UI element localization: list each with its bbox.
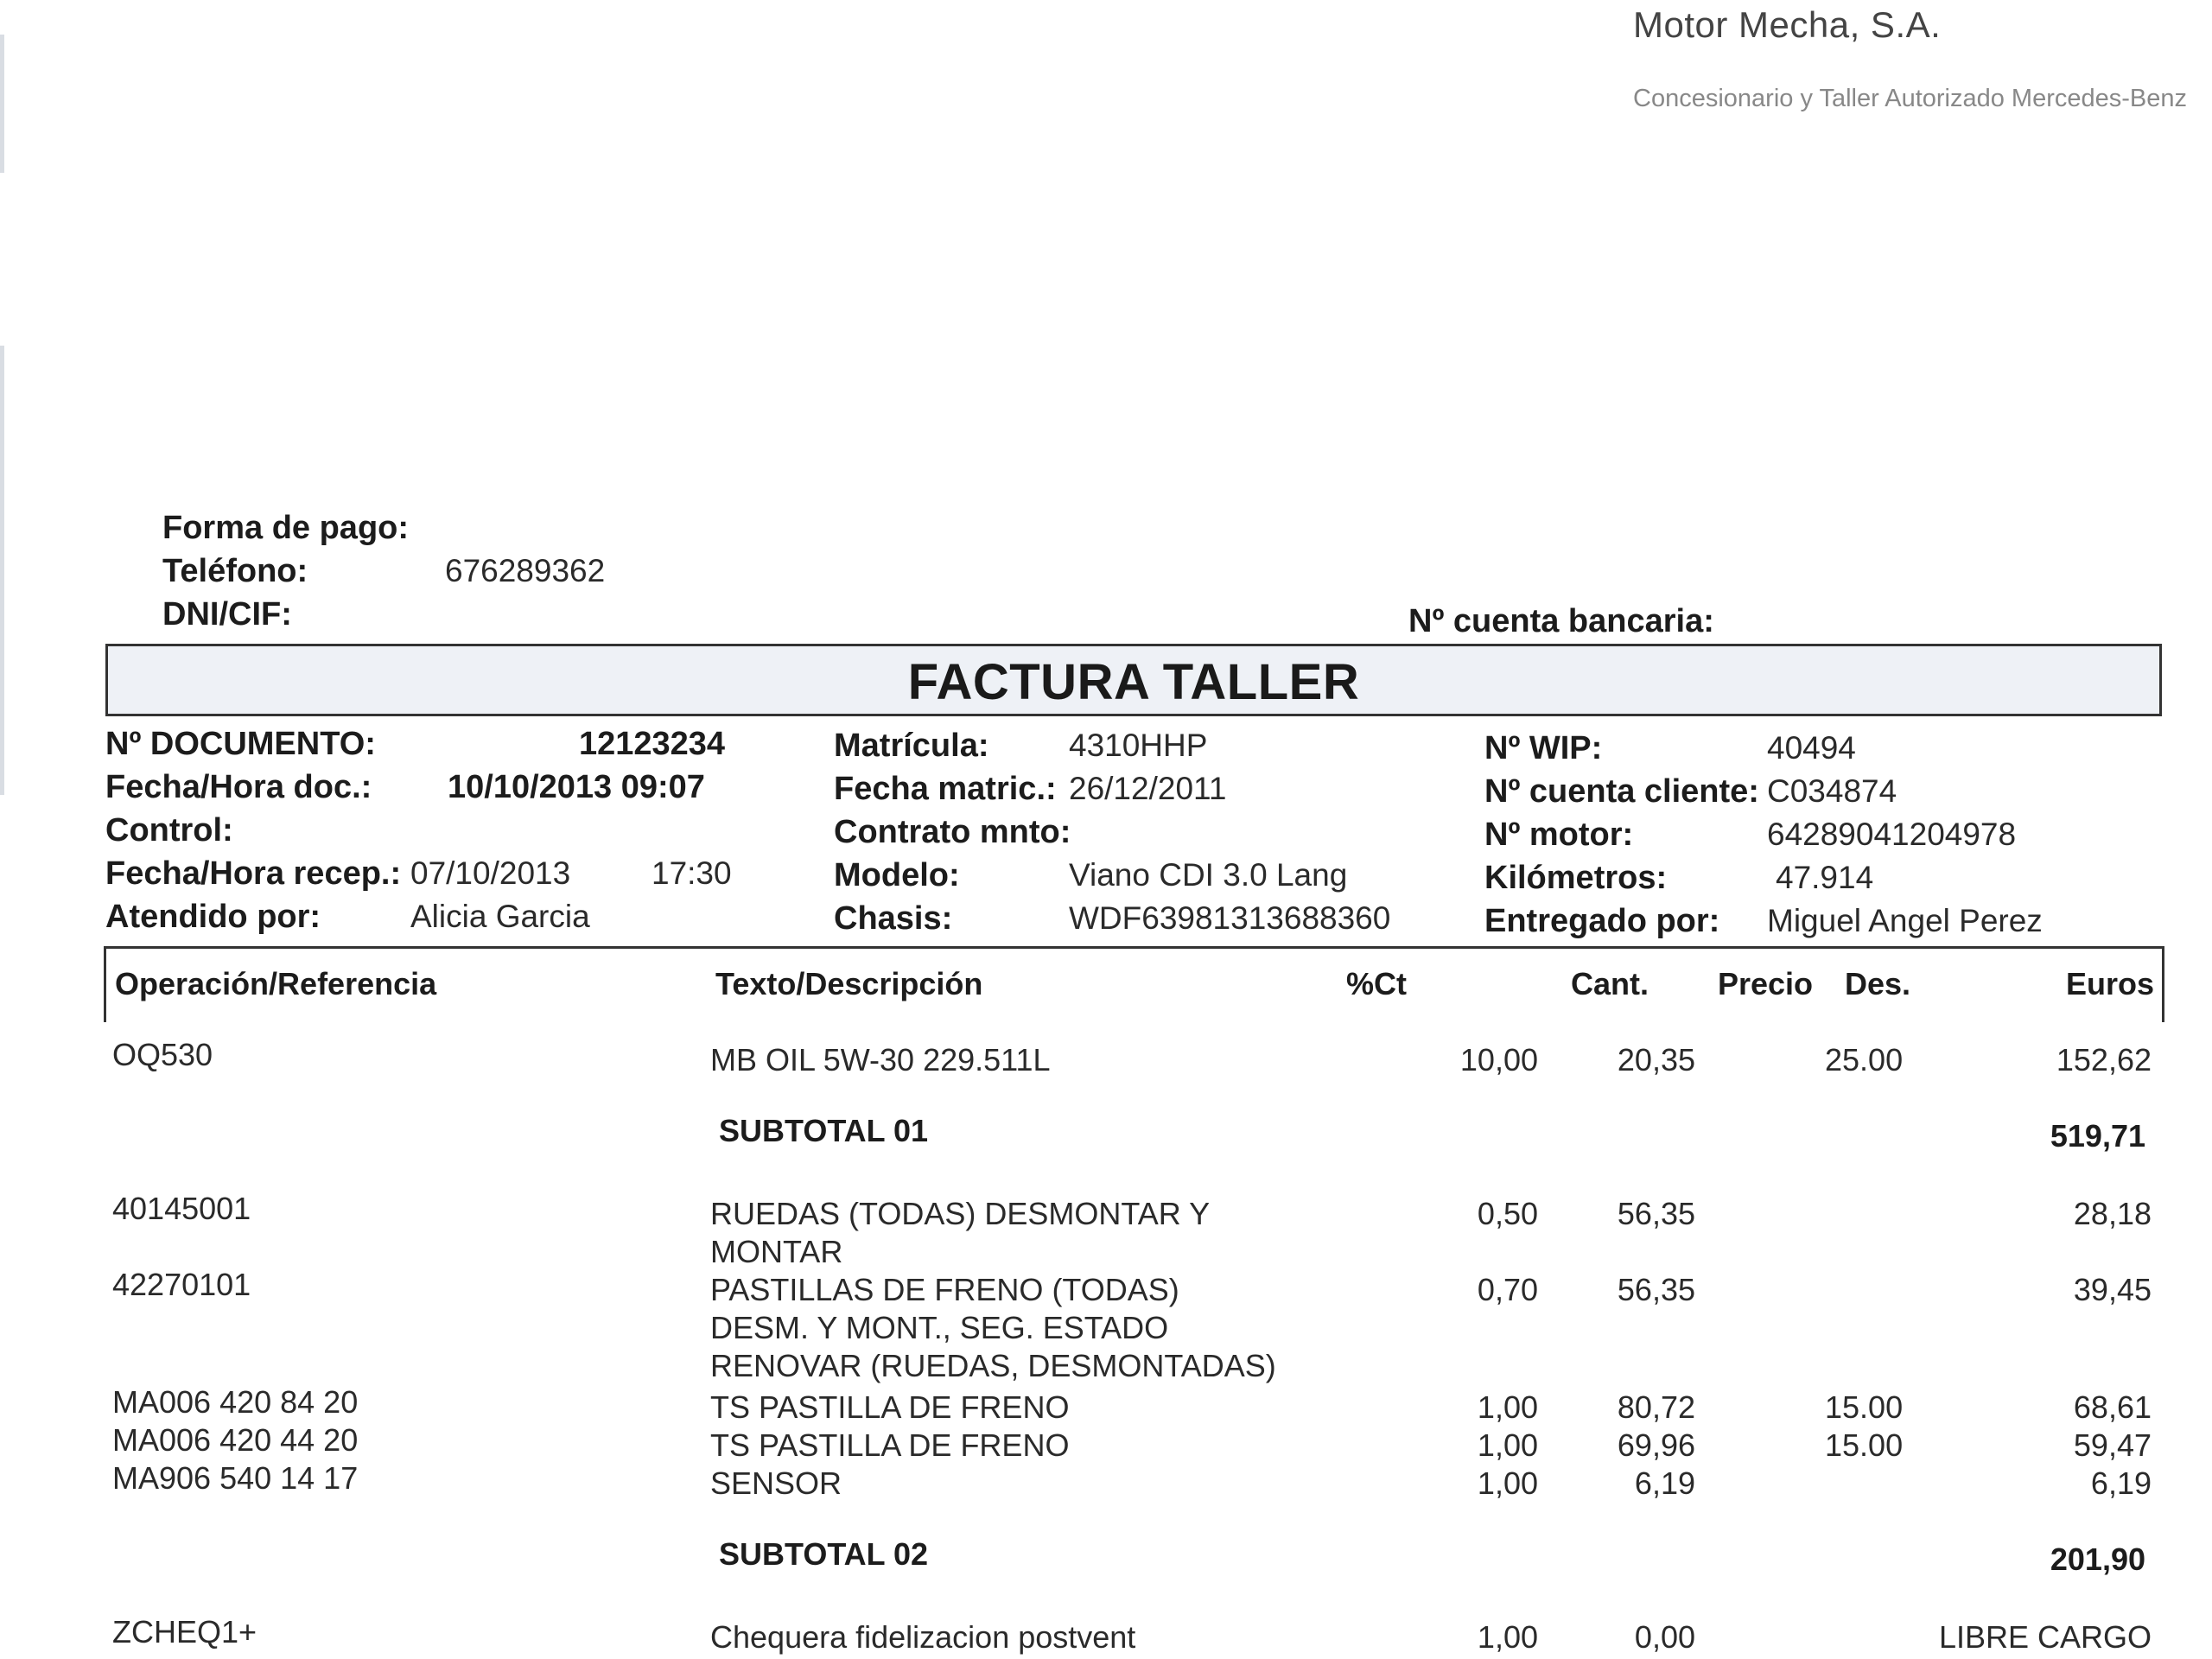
km-value: 47.914 [1776, 860, 1874, 895]
subtotal-value: 519,71 [2050, 1118, 2145, 1154]
row-precio: 56,35 [1617, 1272, 1695, 1307]
row-description: RUEDAS (TODAS) DESMONTAR Y [710, 1196, 1211, 1231]
row-description: TS PASTILLA DE FRENO [710, 1427, 1070, 1463]
cuenta-cliente-label: Nº cuenta cliente: [1484, 773, 1759, 810]
row-cant: 0,70 [1477, 1272, 1538, 1307]
col-euros: Euros [2065, 966, 2154, 1001]
table-header [104, 946, 2164, 1022]
subtotal-label: SUBTOTAL 02 [719, 1536, 929, 1572]
col-cant: Cant. [1571, 966, 1649, 1001]
cuenta-bancaria-label: Nº cuenta bancaria: [1408, 603, 1714, 639]
row-euros: 68,61 [2073, 1389, 2152, 1425]
row-precio: 6,19 [1634, 1465, 1695, 1501]
scan-edge-mark [0, 35, 4, 173]
km-label: Kilómetros: [1484, 860, 1668, 896]
cuenta-cliente-value: C034874 [1767, 773, 1897, 809]
fecha-matric-label: Fecha matric.: [834, 771, 1057, 807]
fecha-recep-date: 07/10/2013 [410, 855, 571, 891]
row-description: Chequera fidelizacion postvent [710, 1619, 1136, 1655]
row-des: 15.00 [1825, 1389, 1904, 1425]
invoice-title: FACTURA TALLER [907, 654, 1360, 710]
row-ref: MA006 420 44 20 [112, 1422, 359, 1458]
row-cant: 10,00 [1459, 1042, 1538, 1077]
motor-label: Nº motor: [1484, 817, 1634, 853]
row-precio: 69,96 [1617, 1427, 1695, 1463]
scan-edge-mark [0, 346, 4, 795]
entregado-label: Entregado por: [1484, 903, 1720, 939]
fecha-recep-time: 17:30 [652, 855, 732, 891]
motor-value: 64289041204978 [1767, 817, 2017, 852]
row-cant: 1,00 [1477, 1465, 1538, 1501]
row-precio: 80,72 [1617, 1389, 1695, 1425]
col-des: Des. [1845, 966, 1911, 1001]
modelo-label: Modelo: [834, 857, 960, 893]
modelo-value: Viano CDI 3.0 Lang [1069, 857, 1348, 893]
row-precio: 0,00 [1634, 1619, 1695, 1655]
matricula-label: Matrícula: [834, 728, 989, 764]
row-ref: MA006 420 84 20 [112, 1384, 359, 1420]
row-cant: 1,00 [1477, 1619, 1538, 1655]
row-ref: MA906 540 14 17 [112, 1460, 359, 1496]
row-description: TS PASTILLA DE FRENO [710, 1389, 1070, 1425]
row-des: 25.00 [1825, 1042, 1904, 1077]
row-precio: 56,35 [1617, 1196, 1695, 1231]
entregado-value: Miguel Angel Perez [1767, 903, 2043, 938]
row-cant: 0,50 [1477, 1196, 1538, 1231]
row-description: RENOVAR (RUEDAS, DESMONTADAS) [710, 1348, 1276, 1383]
row-euros: LIBRE CARGO [1938, 1619, 2152, 1655]
row-description: MB OIL 5W-30 229.511L [710, 1042, 1051, 1077]
row-precio: 20,35 [1617, 1042, 1695, 1077]
row-cant: 1,00 [1477, 1427, 1538, 1463]
control-label: Control: [105, 812, 233, 849]
row-euros: 39,45 [2073, 1272, 2152, 1307]
row-euros: 28,18 [2073, 1196, 2152, 1231]
row-description: SENSOR [710, 1465, 842, 1501]
wip-label: Nº WIP: [1484, 730, 1603, 766]
contrato-label: Contrato mnto: [834, 814, 1071, 850]
row-description: MONTAR [710, 1234, 843, 1269]
row-ref: 40145001 [112, 1191, 251, 1226]
company-name: Motor Mecha, S.A. [1633, 4, 1942, 45]
col-ct: %Ct [1346, 966, 1407, 1001]
row-description: DESM. Y MONT., SEG. ESTADO [710, 1310, 1169, 1345]
telefono-value: 676289362 [445, 553, 606, 588]
chasis-label: Chasis: [834, 900, 953, 937]
dni-label: DNI/CIF: [162, 596, 292, 632]
row-ref: 42270101 [112, 1267, 251, 1302]
fecha-doc-value: 10/10/2013 09:07 [448, 769, 705, 805]
col-precio: Precio [1717, 966, 1813, 1001]
forma-pago-label: Forma de pago: [162, 510, 410, 546]
col-operacion: Operación/Referencia [115, 966, 437, 1001]
invoice-title-box [105, 644, 2162, 716]
row-ref: ZCHEQ1+ [112, 1614, 257, 1649]
fecha-recep-label: Fecha/Hora recep.: [105, 855, 402, 892]
col-texto: Texto/Descripción [715, 966, 983, 1001]
row-description: PASTILLAS DE FRENO (TODAS) [710, 1272, 1179, 1307]
atendido-value: Alicia Garcia [410, 899, 590, 934]
row-ref: OQ530 [112, 1037, 213, 1072]
subtotal-label: SUBTOTAL 01 [719, 1113, 929, 1148]
row-euros: 152,62 [2056, 1042, 2152, 1077]
row-cant: 1,00 [1477, 1389, 1538, 1425]
row-des: 15.00 [1825, 1427, 1904, 1463]
chasis-value: WDF63981313688360 [1069, 900, 1391, 936]
atendido-label: Atendido por: [105, 899, 321, 935]
fecha-doc-label: Fecha/Hora doc.: [105, 769, 372, 805]
documento-value: 12123234 [579, 726, 726, 762]
fecha-matric-value: 26/12/2011 [1069, 771, 1227, 806]
subtotal-value: 201,90 [2050, 1541, 2145, 1577]
row-euros: 6,19 [2090, 1465, 2152, 1501]
matricula-value: 4310HHP [1069, 728, 1208, 763]
row-euros: 59,47 [2073, 1427, 2152, 1463]
documento-label: Nº DOCUMENTO: [105, 726, 376, 762]
company-subtitle: Concesionario y Taller Autorizado Mercedes-Benz [1633, 85, 2188, 112]
wip-value: 40494 [1767, 730, 1856, 766]
telefono-label: Teléfono: [162, 553, 308, 589]
